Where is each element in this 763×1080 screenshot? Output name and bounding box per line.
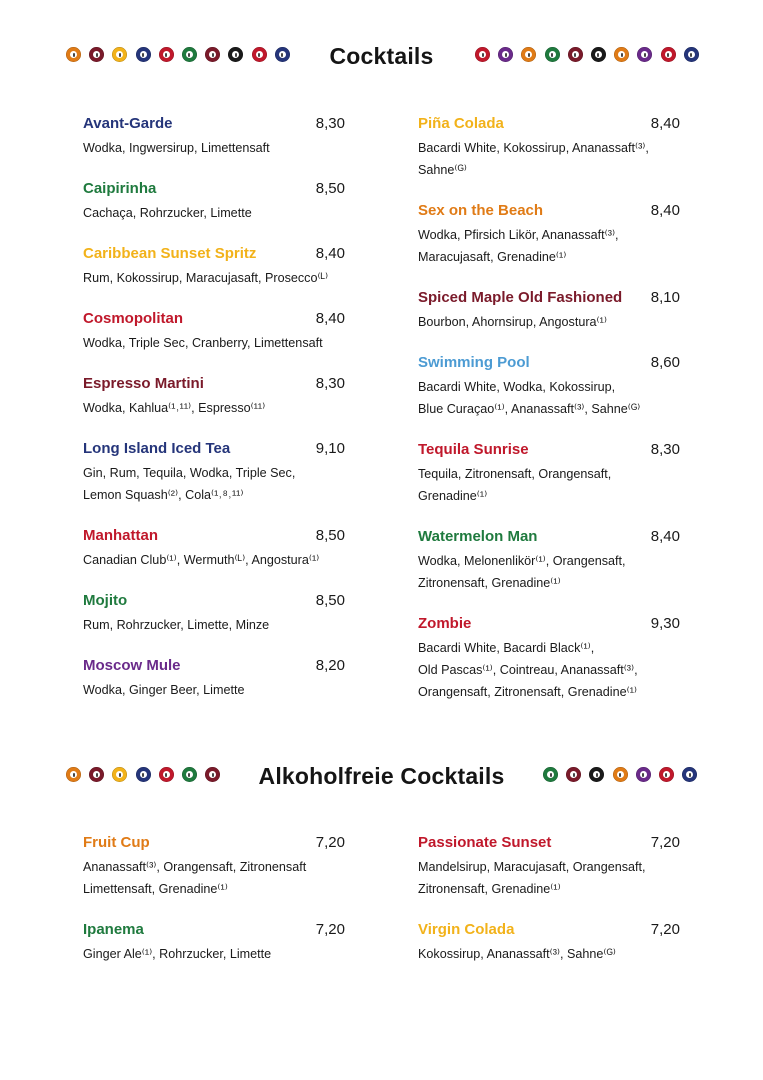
ingredients-line: Wodka, Ginger Beer, Limette — [83, 683, 245, 697]
ingredients-line: Bacardi White, Wodka, Kokossirup, — [418, 380, 616, 394]
menu-item-name: Moscow Mule — [83, 657, 181, 674]
menu-item-ingredients — [418, 856, 693, 900]
ingredients-line: Tequila, Zitronensaft, Orangensaft, — [418, 467, 612, 481]
menu-item-name: Espresso Martini — [83, 375, 204, 392]
billiard-ball-icon — [568, 47, 583, 62]
menu-item-price: 8,40 — [315, 310, 345, 327]
ingredients-line: Rum, Kokossirup, Maracujasaft, Prosecco⁽ᴸ⁾ — [83, 271, 329, 285]
menu-item-price: 8,30 — [315, 115, 345, 132]
menu-item-ingredients — [418, 376, 693, 420]
menu-item-ingredients — [418, 637, 693, 703]
ingredients-line: Rum, Rohrzucker, Limette, Minze — [83, 618, 270, 632]
menu-item-price: 8,40 — [650, 528, 680, 545]
ingredients-line: Bacardi White, Bacardi Black⁽¹⁾, — [418, 641, 595, 655]
menu-item-name: Caribbean Sunset Spritz — [83, 245, 257, 262]
billiard-ball-icon — [521, 47, 536, 62]
ingredients-line: Grenadine⁽¹⁾ — [418, 489, 488, 503]
ingredients-line: Bourbon, Ahornsirup, Angostura⁽¹⁾ — [418, 315, 607, 329]
menu-item-ingredients — [83, 943, 358, 965]
menu-item-price: 7,20 — [650, 834, 680, 851]
section-title-alkoholfrei: Alkoholfreie Cocktails — [258, 763, 505, 789]
menu-item-ingredients — [83, 397, 358, 419]
cocktails-header — [0, 36, 763, 76]
billiard-balls-right — [543, 767, 705, 785]
billiard-ball-icon — [498, 47, 513, 62]
menu-item-price: 8,10 — [650, 289, 680, 306]
menu-item-name: Passionate Sunset — [418, 834, 552, 851]
billiard-ball-icon — [613, 767, 628, 782]
ingredients-line: Zitronensaft, Grenadine⁽¹⁾ — [418, 576, 561, 590]
menu-item-price: 8,40 — [650, 115, 680, 132]
billiard-ball-icon — [566, 767, 581, 782]
billiard-ball-icon — [661, 47, 676, 62]
menu-item-ingredients — [83, 332, 358, 354]
menu-item-ingredients — [83, 614, 358, 636]
menu-item-price: 8,50 — [315, 527, 345, 544]
ingredients-line: Kokossirup, Ananassaft⁽³⁾, Sahne⁽ᴳ⁾ — [418, 947, 616, 961]
menu-item-name: Swimming Pool — [418, 354, 530, 371]
menu-item-ingredients — [83, 856, 358, 900]
ingredients-line: Gin, Rum, Tequila, Wodka, Triple Sec, — [83, 466, 296, 480]
menu-item-ingredients — [83, 137, 358, 159]
menu-item-price: 7,20 — [650, 921, 680, 938]
ingredients-line: Wodka, Melonenlikör⁽¹⁾, Orangensaft, — [418, 554, 626, 568]
ingredients-line: Bacardi White, Kokossirup, Ananassaft⁽³⁾, — [418, 141, 649, 155]
menu-item-ingredients — [83, 679, 358, 701]
ingredients-line: Ananassaft⁽³⁾, Orangensaft, Zitronensaft — [83, 860, 307, 874]
ingredients-line: Zitronensaft, Grenadine⁽¹⁾ — [418, 882, 561, 896]
menu-item-price: 9,30 — [650, 615, 680, 632]
ingredients-line: Lemon Squash⁽²⁾, Cola⁽¹˒⁸˒¹¹⁾ — [83, 488, 244, 502]
menu-item-name: Fruit Cup — [83, 834, 150, 851]
billiard-ball-icon — [659, 767, 674, 782]
billiard-ball-icon — [591, 47, 606, 62]
menu-item-ingredients — [83, 549, 358, 571]
menu-item-ingredients — [418, 311, 693, 333]
menu-item-name: Cosmopolitan — [83, 310, 183, 327]
billiard-ball-icon — [684, 47, 699, 62]
billiard-ball-icon — [545, 47, 560, 62]
menu-item-name: Ipanema — [83, 921, 144, 938]
menu-item-name: Virgin Colada — [418, 921, 515, 938]
menu-item-price: 8,40 — [650, 202, 680, 219]
menu-item-price: 8,50 — [315, 180, 345, 197]
menu-item-name: Long Island Iced Tea — [83, 440, 231, 457]
menu-item-price: 8,30 — [650, 441, 680, 458]
menu-item-ingredients — [83, 462, 358, 506]
menu-item-price: 8,50 — [315, 592, 345, 609]
billiard-ball-icon — [636, 767, 651, 782]
alkoholfrei-header — [0, 756, 763, 796]
billiard-ball-icon — [475, 47, 490, 62]
ingredients-line: Old Pascas⁽¹⁾, Cointreau, Ananassaft⁽³⁾, — [418, 663, 638, 677]
menu-item-price: 8,30 — [315, 375, 345, 392]
menu-item-name: Watermelon Man — [418, 528, 538, 545]
billiard-ball-icon — [682, 767, 697, 782]
ingredients-line: Cachaça, Rohrzucker, Limette — [83, 206, 252, 220]
menu-item-price: 7,20 — [315, 834, 345, 851]
menu-item-name: Sex on the Beach — [418, 202, 544, 219]
menu-item-price: 7,20 — [315, 921, 345, 938]
ingredients-line: Wodka, Triple Sec, Cranberry, Limettensaft — [83, 336, 323, 350]
billiard-ball-icon — [614, 47, 629, 62]
ingredients-line: Limettensaft, Grenadine⁽¹⁾ — [83, 882, 228, 896]
ingredients-line: Sahne⁽ᴳ⁾ — [418, 163, 467, 177]
menu-item-name: Caipirinha — [83, 180, 157, 197]
menu-item-name: Zombie — [418, 615, 472, 632]
menu-item-price: 8,40 — [315, 245, 345, 262]
menu-item-name: Tequila Sunrise — [418, 441, 529, 458]
ingredients-line: Wodka, Ingwersirup, Limettensaft — [83, 141, 270, 155]
ingredients-line: Canadian Club⁽¹⁾, Wermuth⁽ᴸ⁾, Angostura⁽¹⁾ — [83, 553, 320, 567]
ingredients-line: Wodka, Pfirsich Likör, Ananassaft⁽³⁾, — [418, 228, 619, 242]
section-title-cocktails: Cocktails — [329, 43, 434, 69]
menu-item-ingredients — [418, 137, 693, 181]
ingredients-line: Orangensaft, Zitronensaft, Grenadine⁽¹⁾ — [418, 685, 637, 699]
menu-item-ingredients — [83, 202, 358, 224]
menu-item-ingredients — [418, 463, 693, 507]
menu-item-name: Manhattan — [83, 527, 158, 544]
menu-item-name: Spiced Maple Old Fashioned — [418, 289, 623, 306]
menu-item-name: Mojito — [83, 592, 128, 609]
ingredients-line: Wodka, Kahlua⁽¹˒¹¹⁾, Espresso⁽¹¹⁾ — [83, 401, 266, 415]
billiard-balls-right — [475, 47, 707, 65]
ingredients-line: Blue Curaçao⁽¹⁾, Ananassaft⁽³⁾, Sahne⁽ᴳ⁾ — [418, 402, 641, 416]
billiard-ball-icon — [637, 47, 652, 62]
menu-item-price: 9,10 — [315, 440, 345, 457]
menu-item-name: Avant-Garde — [83, 115, 173, 132]
billiard-ball-icon — [543, 767, 558, 782]
ingredients-line: Mandelsirup, Maracujasaft, Orangensaft, — [418, 860, 646, 874]
menu-item-price: 8,20 — [315, 657, 345, 674]
billiard-ball-icon — [589, 767, 604, 782]
ingredients-line: Ginger Ale⁽¹⁾, Rohrzucker, Limette — [83, 947, 272, 961]
menu-item-name: Piña Colada — [418, 115, 504, 132]
ingredients-line: Maracujasaft, Grenadine⁽¹⁾ — [418, 250, 567, 264]
menu-item-price: 8,60 — [650, 354, 680, 371]
menu-item-ingredients — [418, 550, 693, 594]
menu-item-ingredients — [418, 224, 693, 268]
menu-item-ingredients — [83, 267, 358, 289]
menu-item-ingredients — [418, 943, 693, 965]
